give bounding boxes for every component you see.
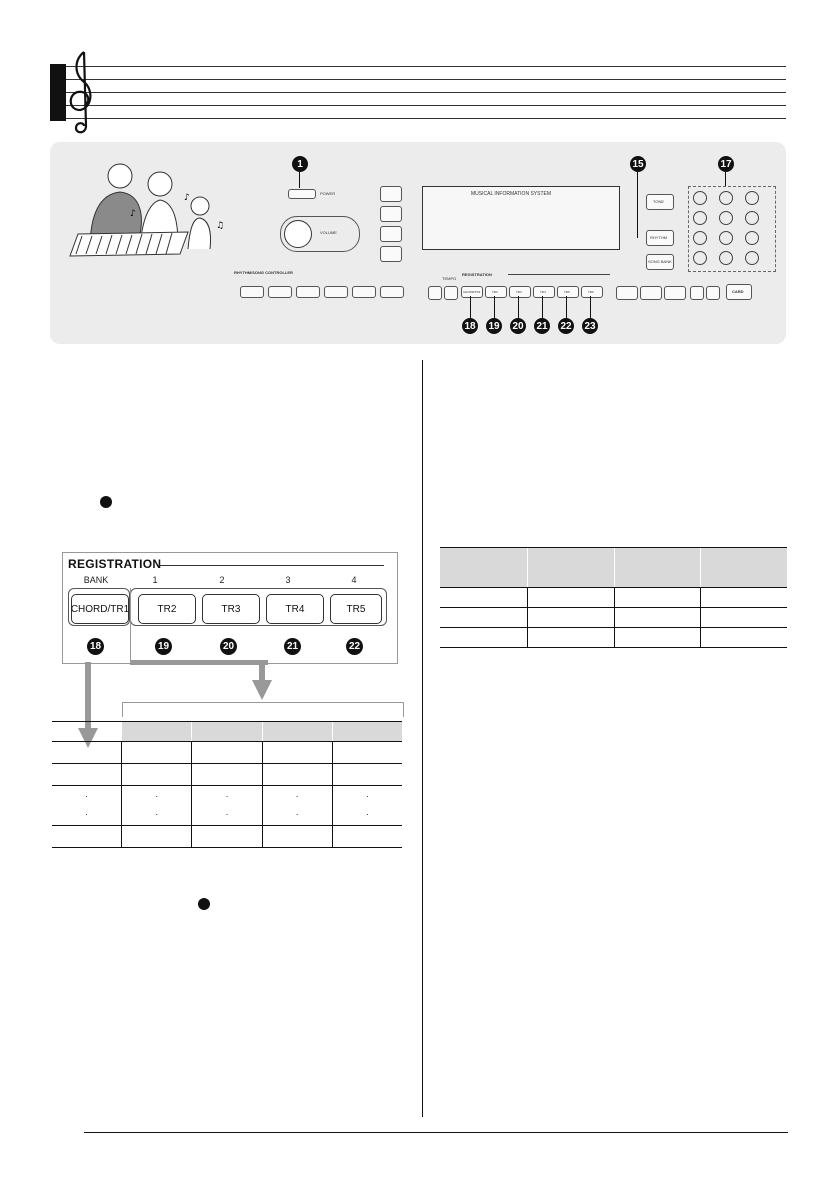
staff-line [66, 92, 786, 93]
callout-18: 18 [87, 638, 104, 655]
tempo-down-button[interactable] [428, 286, 442, 300]
power-button[interactable] [288, 189, 316, 199]
panel-button[interactable] [380, 206, 402, 222]
number-pad [688, 186, 776, 272]
panel-reg-button-chord-tr1[interactable]: CHORD/TR1 [461, 286, 483, 298]
tempo-label: TEMPO [442, 276, 457, 281]
treble-clef-icon [62, 48, 102, 134]
panel-registration-label: REGISTRATION [462, 272, 492, 277]
song-bank-button[interactable]: SONG BANK [646, 254, 674, 270]
callout-17: 17 [718, 156, 734, 172]
callout-22: 22 [558, 318, 574, 334]
panel-button[interactable] [380, 246, 402, 262]
tr5-button[interactable]: TR5 [330, 594, 382, 624]
bullet-icon [198, 898, 210, 910]
panel-reg-button-tr4[interactable]: TR4 [533, 286, 555, 298]
column-divider [422, 360, 423, 1117]
panel-button[interactable] [380, 186, 402, 202]
bank-registration-table: · · · · · · · · · · [52, 721, 402, 848]
svg-text:♪: ♪ [130, 209, 136, 219]
panel-button[interactable] [380, 226, 402, 242]
registration-rule [158, 565, 384, 566]
callout-20: 20 [510, 318, 526, 334]
controller-button[interactable] [352, 286, 376, 298]
staff-line [66, 105, 786, 106]
power-label: POWER [320, 191, 336, 196]
bank-label: BANK [83, 575, 109, 585]
volume-label: VOLUME [320, 230, 337, 235]
tempo-up-button[interactable] [444, 286, 458, 300]
leader-line [299, 172, 300, 188]
staff-line [66, 66, 786, 67]
tone-button[interactable]: TONE [646, 194, 674, 210]
panel-button[interactable] [706, 286, 720, 300]
controller-button[interactable] [324, 286, 348, 298]
leader-line [725, 172, 726, 186]
callout-20: 20 [220, 638, 237, 655]
svg-text:♪: ♪ [184, 193, 190, 203]
card-button[interactable]: CARD [726, 284, 752, 300]
callout-15: 15 [630, 156, 646, 172]
callout-23: 23 [582, 318, 598, 334]
registration-title: REGISTRATION [68, 557, 162, 571]
bullet-icon [100, 496, 112, 508]
lcd-display [422, 186, 620, 250]
callout-18: 18 [462, 318, 478, 334]
callout-22: 22 [346, 638, 363, 655]
arrow-down-icon [130, 660, 280, 702]
tr2-button[interactable]: TR2 [138, 594, 196, 624]
table-bracket [122, 702, 404, 717]
tr3-button[interactable]: TR3 [202, 594, 260, 624]
svg-text:♫: ♫ [216, 221, 225, 231]
registration-number-3: 3 [285, 575, 291, 585]
people-playing-keyboard-illustration [60, 154, 230, 258]
registration-number-2: 2 [219, 575, 225, 585]
callout-19: 19 [486, 318, 502, 334]
chord-tr1-button[interactable]: CHORD/TR1 [71, 594, 129, 624]
tr4-button[interactable]: TR4 [266, 594, 324, 624]
panel-reg-button-tr6[interactable]: TR6 [581, 286, 603, 298]
panel-reg-button-tr2[interactable]: TR2 [485, 286, 507, 298]
controller-button[interactable] [268, 286, 292, 298]
panel-reg-button-tr5[interactable]: TR5 [557, 286, 579, 298]
controller-button[interactable] [240, 286, 264, 298]
callout-19: 19 [155, 638, 172, 655]
registration-storage-table [440, 547, 787, 648]
lcd-title: MUSICAL INFORMATION SYSTEM [471, 191, 552, 197]
registration-number-1: 1 [152, 575, 158, 585]
rhythm-button[interactable]: RHYTHM [646, 230, 674, 246]
panel-button[interactable] [616, 286, 638, 300]
panel-button[interactable] [664, 286, 686, 300]
controller-button[interactable] [380, 286, 404, 298]
panel-button[interactable] [640, 286, 662, 300]
callout-1: 1 [292, 156, 308, 172]
callout-21: 21 [534, 318, 550, 334]
staff-line [66, 79, 786, 80]
panel-reg-button-tr3[interactable]: TR3 [509, 286, 531, 298]
rhythm-song-controller-label: RHYTHM/SONG CONTROLLER [234, 270, 293, 275]
staff-line [66, 118, 786, 119]
callout-21: 21 [284, 638, 301, 655]
controller-button[interactable] [296, 286, 320, 298]
panel-button[interactable] [690, 286, 704, 300]
footer-rule [84, 1132, 788, 1133]
registration-number-4: 4 [351, 575, 357, 585]
keyboard-panel-diagram [50, 142, 786, 344]
leader-line [637, 172, 638, 238]
